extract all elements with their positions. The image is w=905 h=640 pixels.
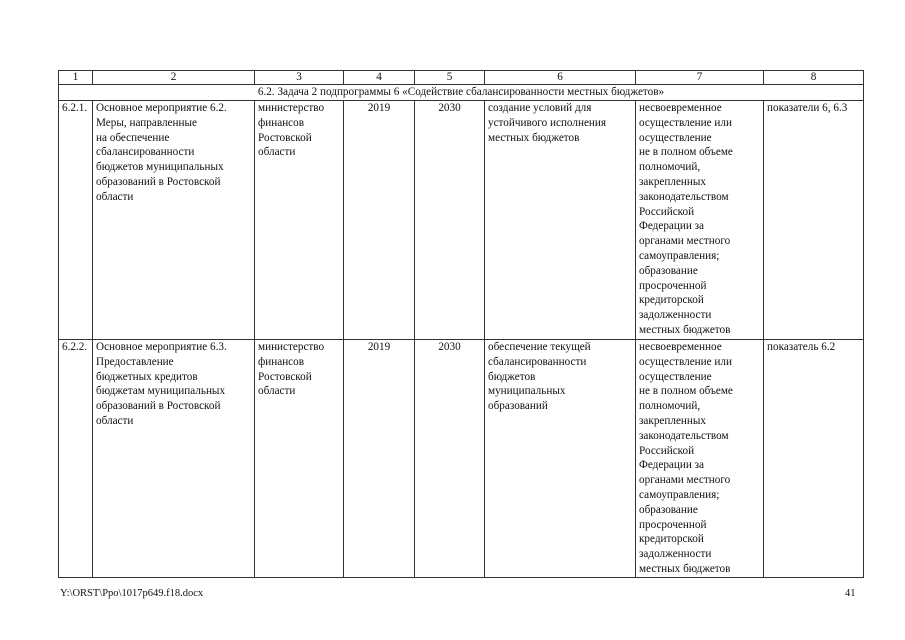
- column-number: 2: [93, 71, 255, 85]
- text-line: законодательством: [639, 190, 729, 203]
- measure-name: [93, 340, 255, 578]
- text-line: образований в Ростовской: [96, 400, 221, 413]
- text-line: не в полном объеме: [639, 146, 733, 159]
- column-number: 7: [636, 71, 764, 85]
- text-line: кредиторской: [639, 294, 704, 307]
- text-line: просроченной: [639, 518, 707, 531]
- text-line: образований в Ростовской: [96, 175, 221, 188]
- page-number: 41: [845, 588, 856, 599]
- table-row: [59, 340, 864, 578]
- text-line: местных бюджетов: [639, 323, 731, 336]
- text-line: органами местного: [639, 235, 731, 248]
- text-line: полномочий,: [639, 400, 701, 413]
- text-line: самоуправления;: [639, 488, 720, 501]
- column-number: 4: [344, 71, 415, 85]
- text-line: финансов: [258, 116, 305, 129]
- text-line: закрепленных: [639, 175, 706, 188]
- text-line: законодательством: [639, 429, 729, 442]
- text-line: министерство: [258, 341, 325, 353]
- text-line: не в полном объеме: [639, 385, 733, 398]
- text-line: Ростовской: [258, 370, 312, 383]
- column-number: 8: [764, 71, 864, 85]
- text-line: области: [258, 385, 296, 398]
- measure-name: [93, 101, 255, 340]
- text-line: Предоставление: [96, 355, 174, 368]
- text-line: осуществление или: [639, 116, 732, 129]
- text-line: кредиторской: [639, 533, 704, 546]
- text-line: закрепленных: [639, 414, 706, 427]
- text-line: бюджетам муниципальных: [96, 385, 226, 398]
- text-line: бюджетов муниципальных: [96, 161, 224, 174]
- text-line: образование: [639, 264, 698, 277]
- table-row: [59, 101, 864, 340]
- end-year: 2030: [415, 101, 485, 340]
- expected-result: [485, 101, 636, 340]
- text-line: образований: [488, 400, 548, 413]
- end-year: 2030: [415, 340, 485, 578]
- text-line: просроченной: [639, 279, 707, 292]
- indicators: показатели 6, 6.3: [764, 101, 864, 340]
- start-year: 2019: [344, 340, 415, 578]
- column-number: 1: [59, 71, 93, 85]
- text-line: области: [96, 190, 134, 203]
- column-number: 6: [485, 71, 636, 85]
- text-line: сбалансированности: [488, 355, 587, 368]
- text-line: создание условий для: [488, 102, 592, 114]
- row-number: 6.2.2.: [59, 340, 93, 578]
- executor: [255, 340, 344, 578]
- text-line: осуществление: [639, 370, 712, 383]
- text-line: осуществление: [639, 131, 712, 144]
- text-line: полномочий,: [639, 161, 701, 174]
- text-line: на обеспечение: [96, 131, 170, 144]
- expected-result: [485, 340, 636, 578]
- text-line: Федерации за: [639, 220, 705, 233]
- measures-table: [58, 70, 864, 578]
- text-line: задолженности: [639, 309, 712, 322]
- text-line: Основное мероприятие 6.2.: [96, 102, 227, 114]
- consequences: [636, 101, 764, 340]
- indicators: показатель 6.2: [764, 340, 864, 578]
- text-line: области: [258, 146, 296, 159]
- text-line: Ростовской: [258, 131, 312, 144]
- text-line: Меры, направленные: [96, 116, 197, 129]
- text-line: местных бюджетов: [488, 131, 580, 144]
- text-line: Основное мероприятие 6.3.: [96, 341, 227, 353]
- text-line: органами местного: [639, 474, 731, 487]
- text-line: несвоевременное: [639, 341, 722, 353]
- text-line: местных бюджетов: [639, 562, 731, 575]
- executor: [255, 101, 344, 340]
- text-line: устойчивого исполнения: [488, 116, 607, 129]
- text-line: осуществление или: [639, 355, 732, 368]
- text-line: Федерации за: [639, 459, 705, 472]
- file-path: Y:\ORST\Ppo\1017p649.f18.docx: [60, 588, 204, 599]
- column-number-row: [59, 71, 864, 85]
- text-line: бюджетов: [488, 370, 536, 383]
- text-line: муниципальных: [488, 385, 566, 398]
- text-line: бюджетных кредитов: [96, 370, 198, 383]
- text-line: министерство: [258, 102, 325, 114]
- start-year: 2019: [344, 101, 415, 340]
- row-number: 6.2.1.: [59, 101, 93, 340]
- text-line: обеспечение текущей: [488, 341, 591, 353]
- text-line: задолженности: [639, 548, 712, 561]
- text-line: Российской: [639, 205, 695, 218]
- text-line: несвоевременное: [639, 102, 722, 114]
- text-line: сбалансированности: [96, 146, 195, 159]
- column-number: 3: [255, 71, 344, 85]
- section-row: [59, 85, 864, 101]
- text-line: Российской: [639, 444, 695, 457]
- consequences: [636, 340, 764, 578]
- text-line: области: [96, 414, 134, 427]
- text-line: самоуправления;: [639, 249, 720, 262]
- text-line: финансов: [258, 355, 305, 368]
- section-title: 6.2. Задача 2 подпрограммы 6 «Содействие сбалансированности местных бюджетов»: [59, 85, 864, 101]
- text-line: образование: [639, 503, 698, 516]
- column-number: 5: [415, 71, 485, 85]
